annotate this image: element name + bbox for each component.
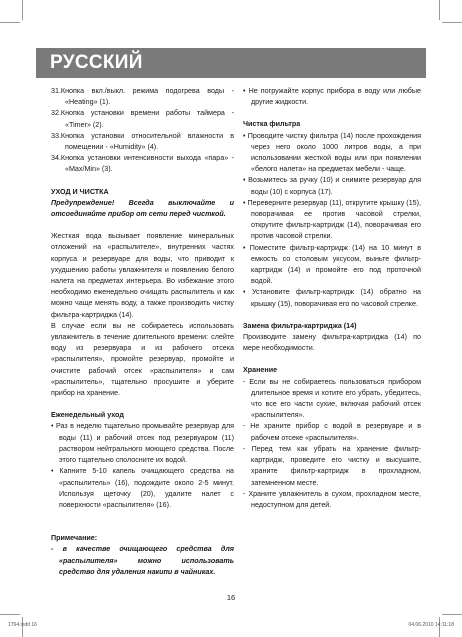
list-item: 34.Кнопка установки интенсивности выхода «пара» - «Max/Min» (3). bbox=[51, 154, 234, 174]
note-text: - в качестве очищающего средства для «распылителя» можно использовать средство для удаления накипи в чайниках. bbox=[51, 545, 234, 576]
right-column bbox=[243, 86, 421, 511]
footer-date: 04.06.2010 14:11:18 bbox=[408, 622, 454, 628]
list-item: - Перед тем как убрать на хранение фильтр-картридж, проведите его чистку и высушите, храните фильтр-картридж в прохладном, затемненном месте. bbox=[243, 444, 421, 487]
replace-heading: Замена фильтра-картриджа (14) bbox=[243, 321, 357, 330]
list-item: • Переверните резервуар (11), открутите крышку (15), поворачивая ее против часовой стрелки, открутите фильтр-картридж (14), поворачивая его против часовой стрелки. bbox=[243, 198, 421, 241]
list-item: • Раз в неделю тщательно промывайте резервуар для воды (11) и рабочий отсек под резервуаром (11) раствором нейтрального моющего средства. После этого тщательно сполосните их водой. bbox=[51, 422, 234, 465]
list-item: 32.Кнопка установки времени работы таймера - «Timer» (2). bbox=[51, 109, 234, 129]
footer-file: 1764.indd 16 bbox=[8, 622, 37, 628]
paragraph: Жесткая вода вызывает появление минеральных отложений на «распылителе», внутренних частях корпуса и резервуаре для воды, что приводит к ухудшению работы увлажнителя и появлению белого налета на предметах интерьера. Во избежание этого необходимо еженедельно очищать распылитель и как можно чаще менять воду, а также производить чистку фильтра-картриджа (14). bbox=[51, 232, 234, 319]
storage-heading: Хранение bbox=[243, 366, 278, 375]
crop-mark bbox=[22, 0, 23, 20]
list-item: 33.Кнопка установки относительной влажности в помещении - «Humidity» (4). bbox=[51, 131, 234, 152]
crop-mark bbox=[0, 22, 20, 23]
weekly-heading: Еженедельный уход bbox=[51, 411, 124, 420]
list-item: • Проводите чистку фильтра (14) после прохождения через него около 1000 литров воды, а при использовании жесткой воды или при появлении «белого налета» на предметах мебели - чаще. bbox=[243, 131, 421, 174]
crop-mark bbox=[439, 0, 440, 20]
page-number: 16 bbox=[226, 593, 236, 602]
care-heading: УХОД И ЧИСТКА bbox=[51, 187, 109, 196]
crop-mark bbox=[442, 614, 462, 615]
list-item: - Не храните прибор с водой в резервуаре и в рабочем отсеке «распылителя». bbox=[243, 422, 421, 442]
filter-heading: Чистка фильтра bbox=[243, 120, 301, 129]
paragraph: В случае если вы не собираетесь использовать увлажнитель в течение длительного времени: слейте воду из резервуара и из рабочего отсека «распылителя», промойте резервуар, промойте и очистите рабочий отсек «распылителя» и сам «распылитель», тщательно просушите и уберите прибор на хранение. bbox=[51, 321, 234, 398]
list-item: • Капните 5-10 капель очищающего средства на «распылитель» (16), подождите около 2-5 минут. Используя щеточку (20), удалите налет с поверхности «распылителя» (16). bbox=[51, 467, 234, 509]
left-column bbox=[51, 86, 234, 578]
crop-mark bbox=[0, 614, 20, 615]
list-item: • Не погружайте корпус прибора в воду или любые другие жидкости. bbox=[243, 87, 421, 107]
list-item: • Возьмитесь за ручку (10) и снимите резервуар для воды (10) с корпуса (17). bbox=[243, 176, 421, 196]
crop-mark bbox=[442, 22, 462, 23]
note-heading: Примечание: bbox=[51, 534, 98, 543]
warning-text: Предупреждение! Всегда выключайте и отсоединяйте прибор от сети перед чисткой. bbox=[51, 198, 234, 219]
list-item: • Поместите фильтр-картридж (14) на 10 минут в емкость со столовым уксусом, выньте фильтр-картридж (14) и промойте его под проточной водой. bbox=[243, 243, 422, 286]
list-item: • Установите фильтр-картридж (14) обратно на крышку (15), поворачивая его по часовой стрелке. bbox=[243, 288, 422, 308]
page-title: РУССКИЙ bbox=[50, 52, 143, 73]
paragraph: Производите замену фильтра-картриджа (14) по мере необходимости. bbox=[243, 333, 421, 353]
list-item: - Храните увлажнитель в сухом, прохладном месте, недоступном для детей. bbox=[243, 489, 421, 509]
list-item: 31.Кнопка вкл./выкл. режима подогрева воды - «Heating» (1). bbox=[51, 87, 234, 107]
list-item: - Если вы не собираетесь пользоваться прибором длительное время и хотите его убрать, убедитесь, что все его части сухие, включая рабочий отсек «распылителя». bbox=[243, 377, 421, 420]
